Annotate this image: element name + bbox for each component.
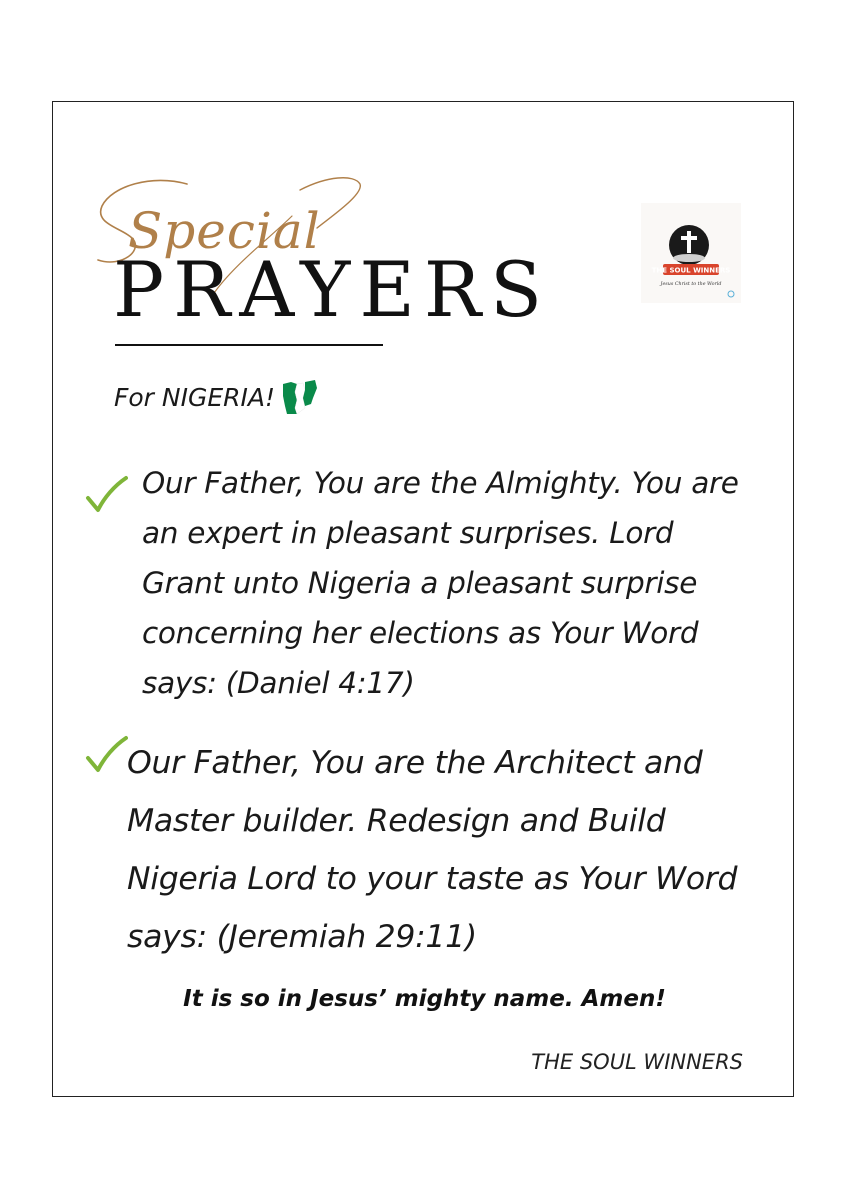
title-underline	[115, 344, 383, 346]
logo-name: THE SOUL WINNERS	[651, 266, 731, 275]
prayer-item-2: Our Father, You are the Architect and Master builder. Redesign and Build Nigeria Lord to your taste as Your Word says: (Jeremiah 29:11)	[127, 745, 738, 955]
soul-winners-logo	[641, 203, 741, 303]
prayers-title: PRAYERS	[113, 245, 552, 334]
subtitle	[114, 378, 327, 416]
logo-tagline: Jesus Christ to the World	[660, 282, 722, 287]
nigeria-map-flag-icon	[281, 378, 327, 416]
checkmark-icon	[84, 734, 128, 778]
special-script-text: Special	[128, 202, 321, 260]
checkmark-icon	[84, 474, 128, 518]
prayer-item-1: Our Father, You are the Almighty. You are an expert in pleasant surprises. Lord Grant unto Nigeria a pleasant surprise concerning her elections as Your Word says: (Daniel 4:17)	[142, 466, 739, 700]
signature: THE SOUL WINNERS	[531, 1050, 743, 1074]
subtitle-text: For NIGERIA!	[114, 382, 276, 412]
closing-amen: It is so in Jesus’ mighty name. Amen!	[183, 986, 666, 1012]
